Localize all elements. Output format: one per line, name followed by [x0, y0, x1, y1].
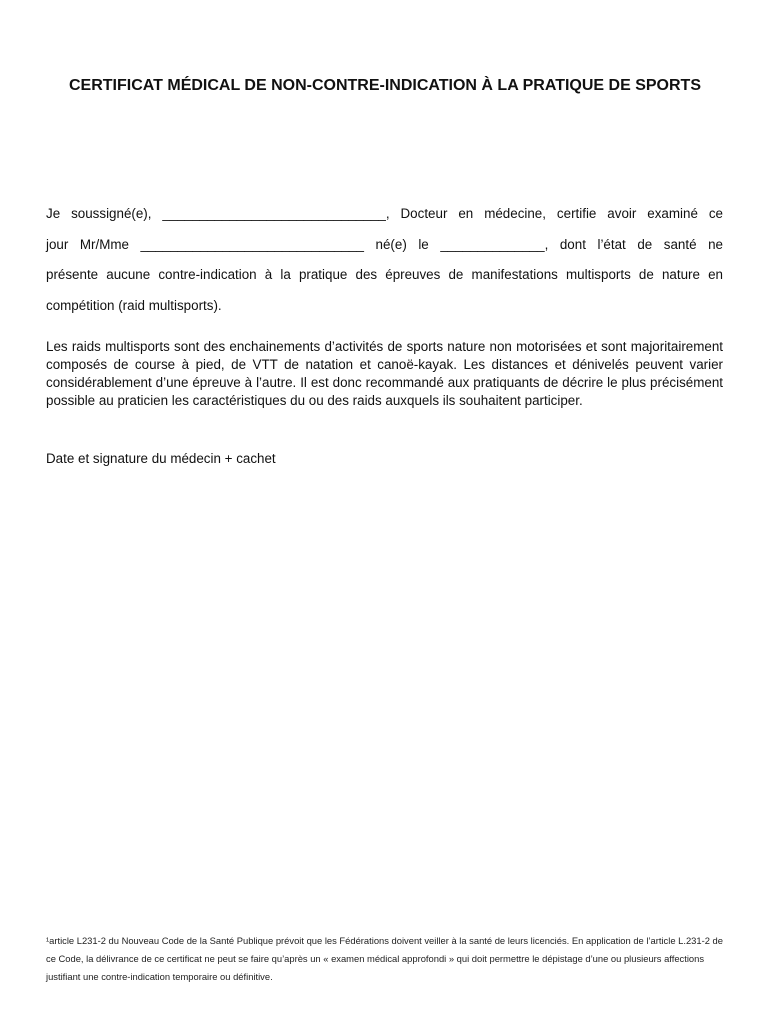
certification-line-2: jour Mr/Mme ______________________________ né(e) le ______________, dont l’état de santé ne: [46, 237, 723, 252]
document-title: CERTIFICAT MÉDICAL DE NON-CONTRE-INDICATION À LA PRATIQUE DE SPORTS: [69, 77, 701, 94]
certification-line-4: compétition (raid multisports).: [46, 298, 222, 313]
certification-line-1: Je soussigné(e), ______________________________, Docteur en médecine, certifie avoir examiné ce: [46, 206, 723, 221]
description-paragraph: Les raids multisports sont des enchainements d’activités de sports nature non motorisées et sont majoritairement composés de course à pied, de VTT de natation et canoë-kayak. Les distances et dénivelés peuvent varier considérablement d’une épreuve à l’autre. Il est donc recommandé aux pratiquants de décrire le plus précisément possible au praticien les caractéristiques du ou des raids auxquels ils souhaitent participer.: [46, 339, 723, 408]
certification-line-3: présente aucune contre-indication à la pratique des épreuves de manifestations multisports de nature en: [46, 267, 723, 282]
signature-label: Date et signature du médecin + cachet: [46, 451, 276, 466]
footnote: ¹article L231-2 du Nouveau Code de la Santé Publique prévoit que les Fédérations doivent veiller à la santé de leurs licenciés. En application de l’article L.231-2 de ce Code, la délivrance de ce certificat ne peut se faire qu’après un « examen médical approfondi » qui doit permettre le dépistage d’une ou plusieurs affections justifiant une contre-indication temporaire ou définitive.: [46, 935, 723, 982]
